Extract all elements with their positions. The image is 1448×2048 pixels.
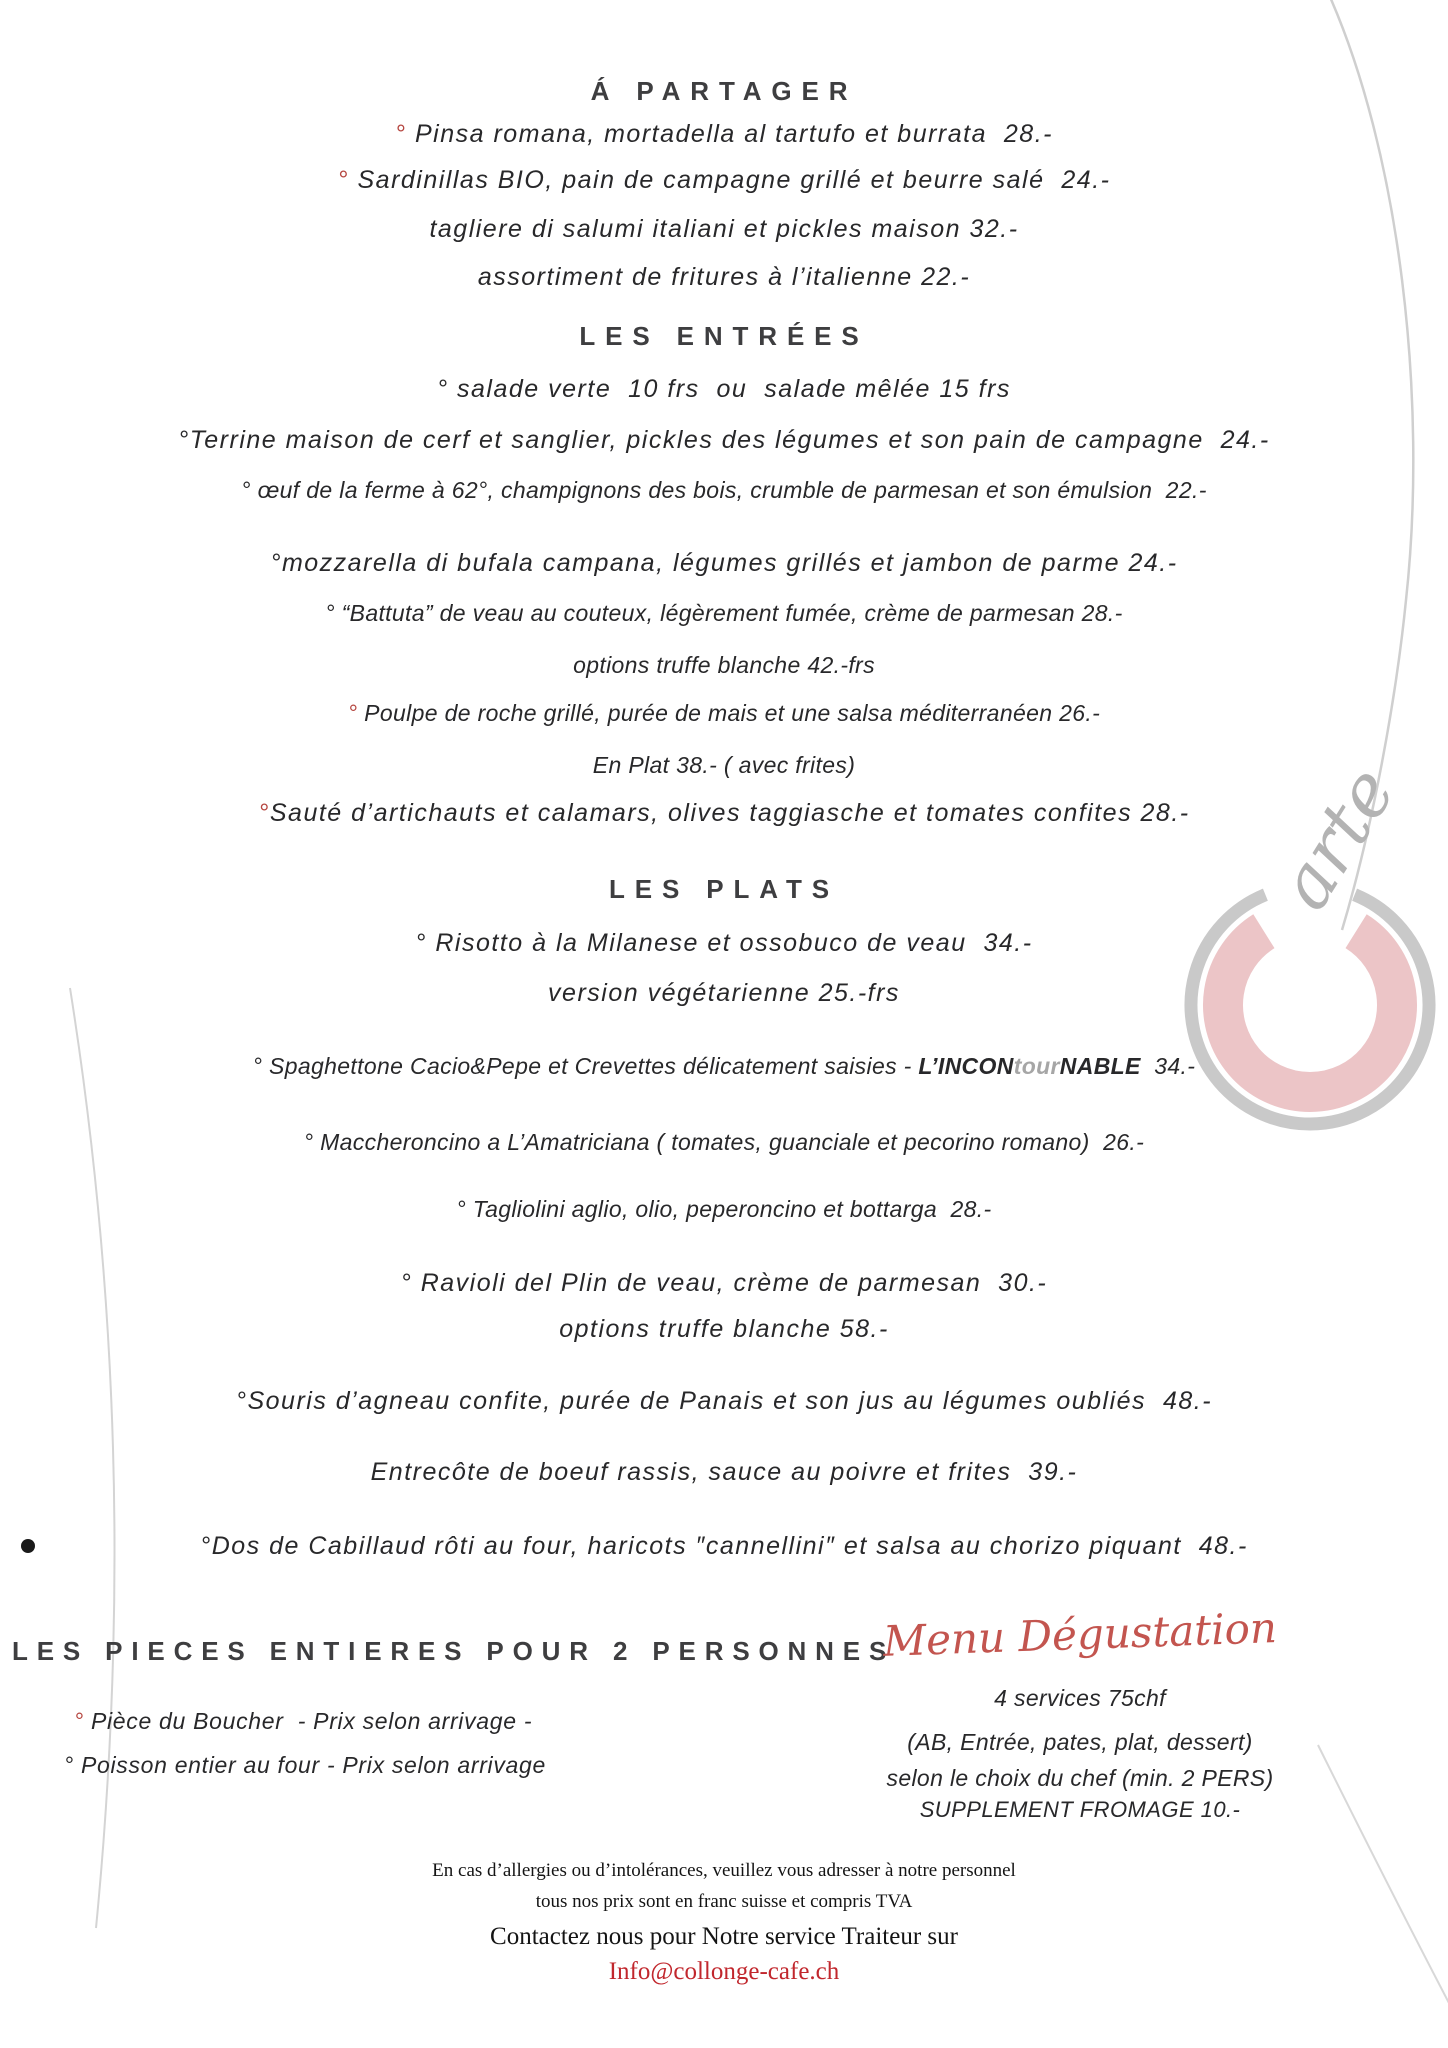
item-marker: ° <box>303 1129 321 1155</box>
menu-item <box>0 699 1448 727</box>
menu-item <box>0 1532 1448 1560</box>
menu-item <box>0 1269 1448 1297</box>
menu-item-option <box>0 751 1448 779</box>
item-text: Souris d’agneau confite, purée de Panais et son jus au légumes oubliés 48.- <box>247 1387 1213 1415</box>
section-title-les-plats: LES PLATS <box>608 874 839 904</box>
menu-item <box>0 215 1448 243</box>
brand-price: 34.- <box>1140 1053 1196 1079</box>
item-text: version végétarienne 25.-frs <box>548 979 900 1007</box>
item-marker: ° <box>252 1053 270 1079</box>
menu-item <box>74 1707 532 1735</box>
menu-item <box>0 599 1448 627</box>
menu-item <box>0 1128 1448 1156</box>
item-text: Entrecôte de boeuf rassis, sauce au poivre et frites 39.- <box>370 1458 1078 1486</box>
item-text: tagliere di salumi italiani et pickles maison 32.- <box>429 215 1019 243</box>
menu-item <box>0 1387 1448 1415</box>
footer-allergy-note: En cas d’allergies ou d’intolérances, veuillez vous adresser à notre personnel <box>432 1860 1016 1881</box>
footer-contact-note: Contactez nous pour Notre service Traiteur sur <box>490 1923 958 1950</box>
item-text: Poulpe de roche grillé, purée de mais et une salsa méditerranéen 26.- <box>364 700 1101 726</box>
item-marker: ° <box>325 600 342 626</box>
contact-email-link[interactable]: Info@collonge-cafe.ch <box>608 1958 840 1985</box>
item-text: Poisson entier au four - Prix selon arrivage <box>80 1752 546 1778</box>
item-text: Terrine maison de cerf et sanglier, pickles des légumes et son pain de campagne 24.- <box>189 426 1270 454</box>
item-text: Pièce du Boucher - Prix selon arrivage - <box>90 1708 533 1734</box>
menu-item <box>0 426 1448 454</box>
section-title-pieces-entieres: LES PIECES ENTIERES POUR 2 PERSONNES <box>12 1636 896 1666</box>
item-marker: ° <box>270 549 282 577</box>
menu-item <box>0 263 1448 291</box>
item-text: options truffe blanche 42.-frs <box>573 652 875 678</box>
menu-item <box>0 375 1448 403</box>
item-text: Spaghettone Cacio&Pepe et Crevettes délicatement saisies - <box>269 1053 919 1079</box>
item-text: mozzarella di bufala campana, légumes grillés et jambon de parme 24.- <box>281 549 1178 577</box>
menu-item <box>0 1195 1448 1223</box>
degustation-line: (AB, Entrée, pates, plat, dessert) <box>907 1729 1253 1755</box>
menu-item-option <box>0 1315 1448 1343</box>
item-text: Risotto à la Milanese et ossobuco de veau 34.- <box>435 929 1033 957</box>
item-text: salade verte 10 frs ou salade mêlée 15 frs <box>457 375 1011 403</box>
item-marker: ° <box>64 1752 81 1778</box>
item-marker: ° <box>235 1387 248 1415</box>
brand-nable: NABLE <box>1059 1053 1141 1079</box>
item-text: En Plat 38.- ( avec frites) <box>592 752 856 778</box>
item-marker: ° <box>258 799 270 827</box>
menu-item <box>0 799 1448 827</box>
item-marker: ° <box>200 1532 212 1560</box>
menu-item <box>0 166 1448 194</box>
footer-email-row <box>0 1957 1448 1987</box>
brand-lincon: L’INCON <box>918 1053 1014 1079</box>
item-text: Dos de Cabillaud rôti au four, haricots ″cannellini″ et salsa au chorizo piquant 48.- <box>211 1532 1248 1560</box>
item-text: œuf de la ferme à 62°, champignons des bois, crumble de parmesan et son émulsion 22.- <box>257 477 1207 503</box>
item-text: Maccheroncino a L’Amatriciana ( tomates, guanciale et pecorino romano) 26.- <box>320 1129 1145 1155</box>
item-text: assortiment de fritures à l’italienne 22.- <box>477 263 971 291</box>
menu-item-option <box>0 979 1448 1007</box>
item-text: Tagliolini aglio, olio, peperoncino et bottarga 28.- <box>472 1196 992 1222</box>
menu-item <box>64 1751 546 1779</box>
item-marker: ° <box>241 477 258 503</box>
footer <box>0 1858 1448 1987</box>
item-marker: ° <box>400 1269 421 1297</box>
item-marker: ° <box>437 375 458 403</box>
item-text: options truffe blanche 58.- <box>559 1315 889 1343</box>
degustation-script-title: Menu Dégustation <box>882 1603 1278 1666</box>
menu-item <box>0 929 1448 957</box>
item-marker: ° <box>337 166 358 194</box>
item-text: “Battuta” de veau au couteux, légèrement fumée, crème de parmesan 28.- <box>341 600 1123 626</box>
brand-tour: tour <box>1013 1053 1060 1079</box>
menu-item <box>0 1052 1448 1080</box>
menu-item <box>0 1458 1448 1486</box>
arte-script: arte <box>1261 752 1412 924</box>
section-title-a-partager: Á PARTAGER <box>590 76 858 106</box>
menu-item-option <box>0 651 1448 679</box>
item-text: Pinsa romana, mortadella al tartufo et burrata 28.- <box>414 120 1053 148</box>
degustation-line: selon le choix du chef (min. 2 PERS) <box>886 1765 1274 1791</box>
item-text: Sauté d’artichauts et calamars, olives taggiasche et tomates confites 28.- <box>269 799 1190 827</box>
item-marker: ° <box>456 1196 473 1222</box>
supplement-line: SUPPLEMENT FROMAGE 10.- <box>919 1797 1241 1822</box>
footer-price-note: tous nos prix sont en franc suisse et compris TVA <box>535 1891 913 1912</box>
menu-item <box>0 549 1448 577</box>
degustation-block <box>830 1600 1330 1821</box>
item-marker: ° <box>415 929 436 957</box>
item-marker: ° <box>347 700 365 726</box>
item-marker: ° <box>178 426 190 454</box>
item-marker: ° <box>74 1708 91 1734</box>
menu-item <box>0 476 1448 504</box>
item-text: Ravioli del Plin de veau, crème de parmesan 30.- <box>420 1269 1048 1297</box>
item-marker: ° <box>395 120 415 148</box>
item-text: Sardinillas BIO, pain de campagne grillé et beurre salé 24.- <box>357 166 1111 194</box>
menu-item <box>0 120 1448 148</box>
section-title-les-entrees: LES ENTRÉES <box>579 321 869 351</box>
degustation-line: 4 services 75chf <box>994 1685 1166 1711</box>
